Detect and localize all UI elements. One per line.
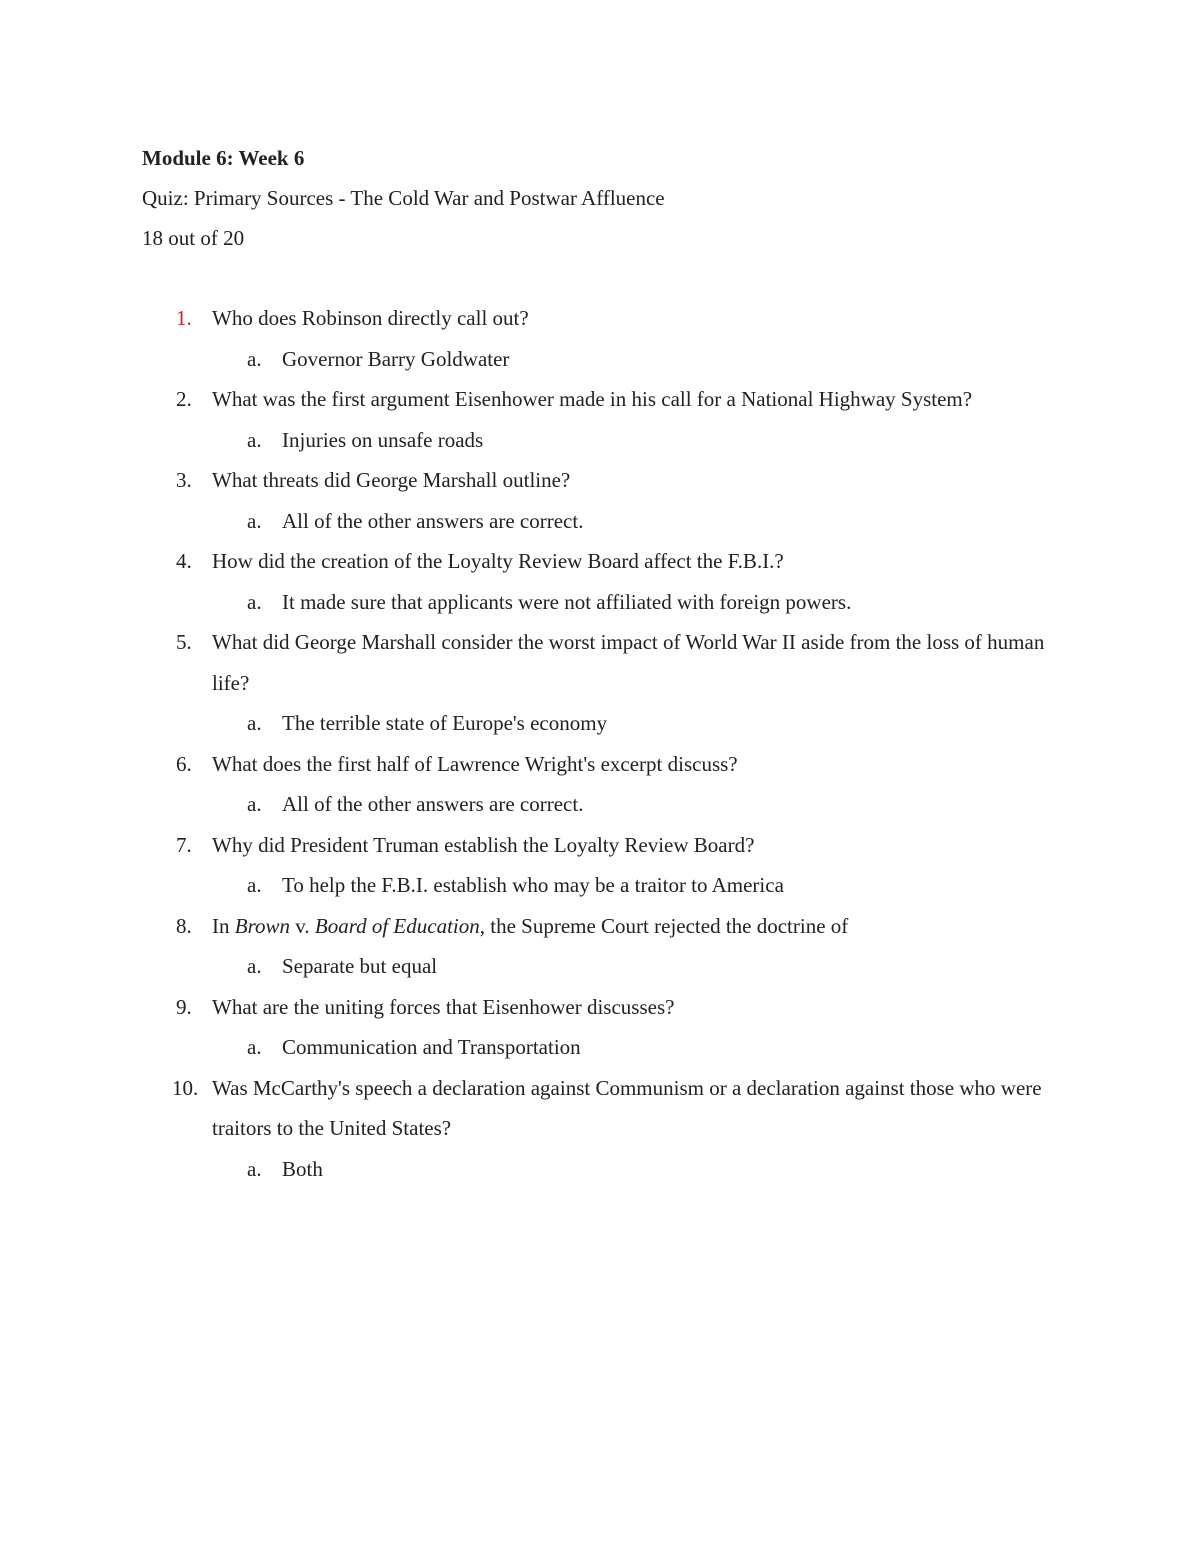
answer-text: All of the other answers are correct. bbox=[282, 508, 584, 533]
answer-text: All of the other answers are correct. bbox=[282, 792, 584, 816]
question-item bbox=[142, 541, 1062, 582]
question-number: 8. bbox=[176, 913, 192, 938]
case-name-italic: Brown bbox=[234, 913, 290, 938]
module-title: Module 6: Week 6 bbox=[142, 146, 305, 170]
answer-item bbox=[142, 1149, 1062, 1190]
question-item bbox=[142, 825, 1062, 866]
answer-item bbox=[142, 703, 1062, 744]
answer-text: Governor Barry Goldwater bbox=[282, 346, 510, 371]
question-item bbox=[142, 906, 1062, 947]
answer-item bbox=[142, 946, 1062, 987]
answer-marker: a. bbox=[247, 711, 262, 735]
answer-item bbox=[142, 865, 1062, 906]
document-content bbox=[142, 138, 1062, 1189]
answer-marker: a. bbox=[247, 1156, 262, 1181]
answer-text: It made sure that applicants were not affiliated with foreign powers. bbox=[282, 589, 852, 614]
answer-text: Injuries on unsafe roads bbox=[282, 427, 484, 452]
question-item bbox=[142, 987, 1062, 1028]
answer-item bbox=[142, 501, 1062, 542]
answer-marker: a. bbox=[247, 346, 262, 371]
question-text-prefix: In bbox=[212, 913, 235, 938]
question-item bbox=[142, 379, 1062, 420]
answer-item bbox=[142, 582, 1062, 623]
answer-marker: a. bbox=[247, 508, 262, 533]
answer-marker: a. bbox=[247, 427, 262, 452]
answer-marker: a. bbox=[247, 954, 262, 978]
answer-item bbox=[142, 784, 1062, 825]
question-text-suffix: , the Supreme Court rejected the doctrine of bbox=[479, 913, 849, 938]
quiz-score: 18 out of 20 bbox=[142, 226, 245, 250]
question-text: Was McCarthy's speech a declaration against Communism or a declaration against those who were traitors to the United States? bbox=[212, 1075, 1042, 1140]
question-number: 5. bbox=[176, 630, 192, 654]
question-text: What are the uniting forces that Eisenhower discusses? bbox=[212, 994, 675, 1019]
quiz-title: Quiz: Primary Sources - The Cold War and Postwar Affluence bbox=[142, 186, 665, 210]
question-item bbox=[142, 1068, 1062, 1149]
answer-text: Communication and Transportation bbox=[282, 1035, 581, 1059]
answer-text: To help the F.B.I. establish who may be a traitor to America bbox=[282, 873, 784, 897]
question-number: 9. bbox=[176, 994, 192, 1019]
question-item bbox=[142, 298, 1062, 339]
question-text: What did George Marshall consider the worst impact of World War II aside from the loss of human life? bbox=[212, 630, 1045, 695]
question-number: 4. bbox=[176, 549, 192, 573]
question-text: Who does Robinson directly call out? bbox=[212, 306, 529, 330]
answer-marker: a. bbox=[247, 792, 262, 816]
question-item bbox=[142, 460, 1062, 501]
answer-marker: a. bbox=[247, 589, 262, 614]
answer-text: Separate but equal bbox=[282, 954, 438, 978]
answer-text: Both bbox=[282, 1156, 323, 1181]
question-text: How did the creation of the Loyalty Review Board affect the F.B.I.? bbox=[212, 549, 784, 573]
question-list bbox=[142, 298, 1062, 1189]
question-text-versus: v. bbox=[289, 913, 315, 938]
question-number: 2. bbox=[176, 387, 192, 411]
case-name-italic: Board of Education bbox=[314, 913, 480, 938]
question-text: What threats did George Marshall outline? bbox=[212, 468, 571, 492]
question-number: 3. bbox=[176, 468, 192, 492]
answer-marker: a. bbox=[247, 1035, 262, 1059]
question-number: 1. bbox=[176, 306, 192, 330]
question-text: What does the first half of Lawrence Wright's excerpt discuss? bbox=[212, 751, 738, 776]
answer-marker: a. bbox=[247, 873, 262, 897]
question-number: 6. bbox=[176, 751, 192, 776]
answer-item bbox=[142, 1027, 1062, 1068]
question-number: 7. bbox=[176, 832, 192, 857]
question-item bbox=[142, 622, 1062, 703]
question-text: Why did President Truman establish the Loyalty Review Board? bbox=[212, 832, 755, 857]
answer-text: The terrible state of Europe's economy bbox=[282, 711, 608, 735]
answer-item bbox=[142, 420, 1062, 461]
question-number: 10. bbox=[172, 1075, 199, 1100]
answer-item bbox=[142, 339, 1062, 380]
question-item bbox=[142, 744, 1062, 785]
question-text: What was the first argument Eisenhower made in his call for a National Highway System? bbox=[212, 387, 973, 411]
